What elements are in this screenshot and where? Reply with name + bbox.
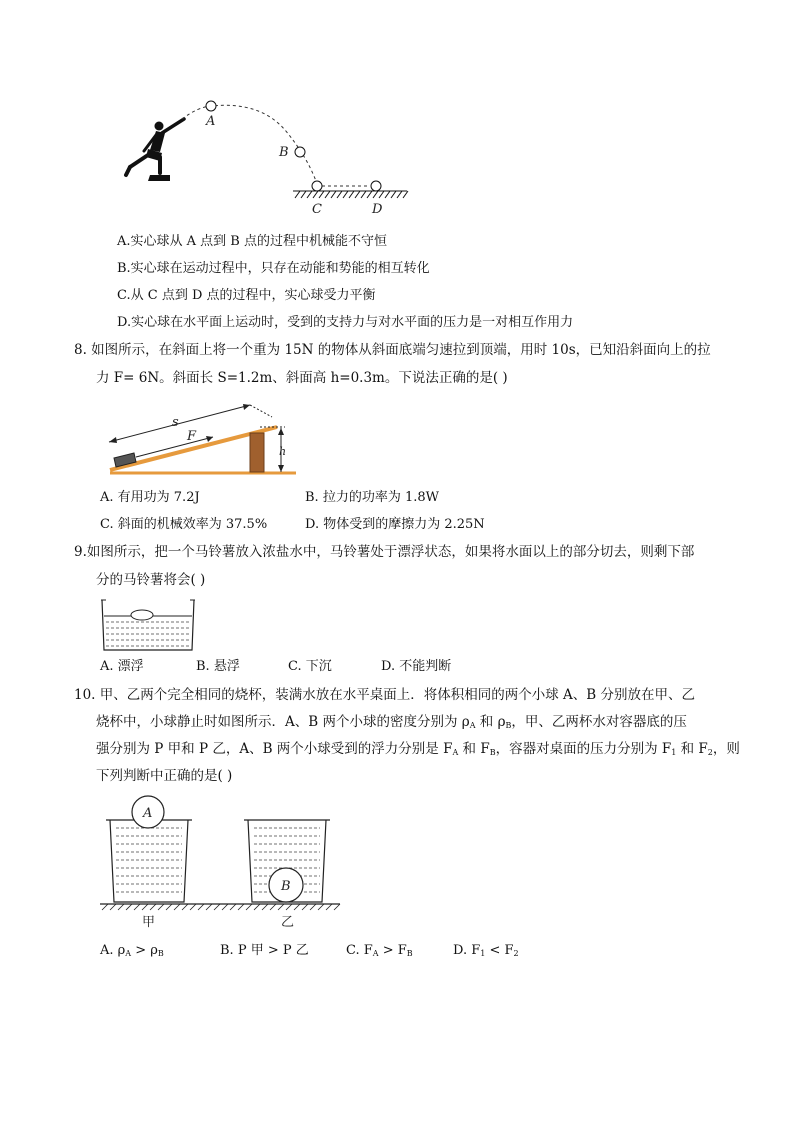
q8-stem-line2: 力 F= 6N。斜面长 S=1.2m、斜面高 h=0.3m。下说法正确的是( ) — [96, 370, 508, 386]
fa-sub: A — [452, 748, 459, 757]
ground-hatch — [293, 191, 408, 198]
q7-option-c: C.从 C 点到 D 点的过程中，实心球受力平衡 — [117, 288, 376, 303]
q10-option-d — [453, 942, 519, 963]
q9-container-figure — [100, 598, 200, 653]
ball-trajectory — [182, 105, 316, 181]
q9-option-b: B. 悬浮 — [196, 659, 240, 674]
q7-trajectory-figure — [110, 95, 430, 220]
q7-option-a: A.实心球从 A 点到 B 点的过程中机械能不守恒 — [117, 234, 387, 249]
q10-stem-line1: 10. 甲、乙两个完全相同的烧杯，装满水放在水平桌面上．将体积相同的两个小球 A、B 分别放在甲、乙 — [74, 687, 696, 703]
ball-position-c — [312, 181, 322, 191]
ball-position-d — [371, 181, 381, 191]
q10-option-c-part: C. F — [346, 943, 373, 958]
q7-option-b: B.实心球在运动过程中，只存在动能和势能的相互转化 — [117, 261, 430, 276]
potato — [131, 610, 153, 620]
label-s: s — [172, 415, 179, 430]
q8-option-b: B. 拉力的功率为 1.8W — [305, 490, 439, 505]
q9-stem-line1: 9.如图所示，把一个马铃薯放入浓盐水中，马铃薯处于漂浮状态，如果将水面以上的部分切去，则剩下部 — [74, 544, 695, 560]
container-outline — [102, 600, 194, 650]
thrower-figure — [126, 119, 184, 181]
q10-option-c-part: > F — [378, 943, 407, 958]
q10-option-b: B. P 甲 > P 乙 — [220, 943, 309, 958]
q10-line3-part: 强分别为 P 甲和 P 乙，A、B 两个小球受到的浮力分别是 F — [96, 741, 453, 757]
label-a: A — [206, 114, 216, 129]
ball-position-b — [295, 147, 305, 157]
q10-line3-part: ，容器对桌面的压力分别为 F — [495, 741, 672, 757]
q8-option-c: C. 斜面的机械效率为 37.5% — [100, 517, 268, 532]
force-arrowhead — [206, 436, 213, 442]
q9-option-d: D. 不能判断 — [381, 659, 452, 674]
q9-stem-line2: 分的马铃薯将会( ) — [96, 572, 206, 588]
s-arrow-right — [243, 404, 250, 410]
label-c: C — [312, 202, 322, 217]
q7-option-d: D.实心球在水平面上运动时，受到的支持力与对水平面的压力是一对相互作用力 — [117, 315, 574, 330]
label-f: F — [187, 429, 197, 444]
q10-option-d-sub: 1 — [480, 949, 486, 958]
ball-a-label: A — [143, 806, 153, 821]
q10-option-d-part: < F — [485, 943, 514, 958]
f2-sub: 2 — [707, 748, 713, 757]
q10-option-a — [100, 942, 164, 963]
q10-line3-part: 和 F — [676, 741, 708, 757]
q10-option-a-part: A. ρ — [100, 943, 126, 958]
q10-stem-line2 — [96, 713, 687, 735]
length-dimension — [109, 405, 250, 442]
label-h: h — [279, 445, 287, 458]
q8-option-a: A. 有用功为 7.2J — [100, 490, 200, 505]
q8-incline-figure — [100, 400, 310, 480]
q10-line2-part: 烧杯中，小球静止时如图所示．A、B 两个小球的密度分别为 ρ — [96, 714, 470, 730]
table-hatch — [102, 904, 340, 910]
q10-option-d-sub: 2 — [513, 949, 519, 958]
q10-stem-line4: 下列判断中正确的是( ) — [96, 768, 233, 784]
f1-sub: 1 — [671, 748, 677, 757]
q10-option-a-sub: A — [125, 949, 132, 958]
ball-b-label: B — [281, 879, 291, 894]
q10-line2-part: ，甲、乙两杯水对容器底的压 — [511, 714, 687, 730]
ball-position-a — [206, 101, 216, 111]
q10-line2-part: 和 ρ — [475, 714, 506, 730]
label-d: D — [372, 202, 383, 217]
q10-line3-part: 和 F — [458, 741, 490, 757]
s-arrow-left — [109, 437, 117, 443]
rho-b-sub: B — [505, 721, 512, 730]
q10-beakers-figure — [98, 794, 343, 934]
q10-option-d-part: D. F — [453, 943, 481, 958]
q10-line3-part: ，则 — [712, 741, 740, 757]
q10-option-c-sub: A — [372, 949, 379, 958]
q10-option-a-sub: B — [157, 949, 164, 958]
fb-sub: B — [489, 748, 496, 757]
q10-option-a-part: > ρ — [131, 943, 158, 958]
dim-extension-top — [250, 405, 272, 417]
q9-option-c: C. 下沉 — [288, 659, 332, 674]
q8-stem-line1: 8. 如图所示，在斜面上将一个重为 15N 的物体从斜面底端匀速拉到顶端，用时 10s，已知沿斜面向上的拉 — [74, 342, 711, 358]
q8-option-d: D. 物体受到的摩擦力为 2.25N — [305, 517, 485, 532]
q10-option-c — [346, 942, 413, 963]
water-dashes — [106, 622, 190, 646]
beaker-left — [106, 820, 192, 902]
label-beaker-left: 甲 — [142, 915, 156, 930]
h-arrow-bottom — [278, 465, 284, 472]
q10-option-c-sub: B — [406, 949, 413, 958]
h-arrow-top — [278, 428, 284, 435]
rho-a-sub: A — [469, 721, 476, 730]
q9-option-a: A. 漂浮 — [100, 659, 144, 674]
label-beaker-right: 乙 — [281, 915, 295, 930]
label-b: B — [279, 145, 289, 160]
q10-stem-line3 — [96, 740, 740, 762]
support-block — [250, 433, 264, 472]
